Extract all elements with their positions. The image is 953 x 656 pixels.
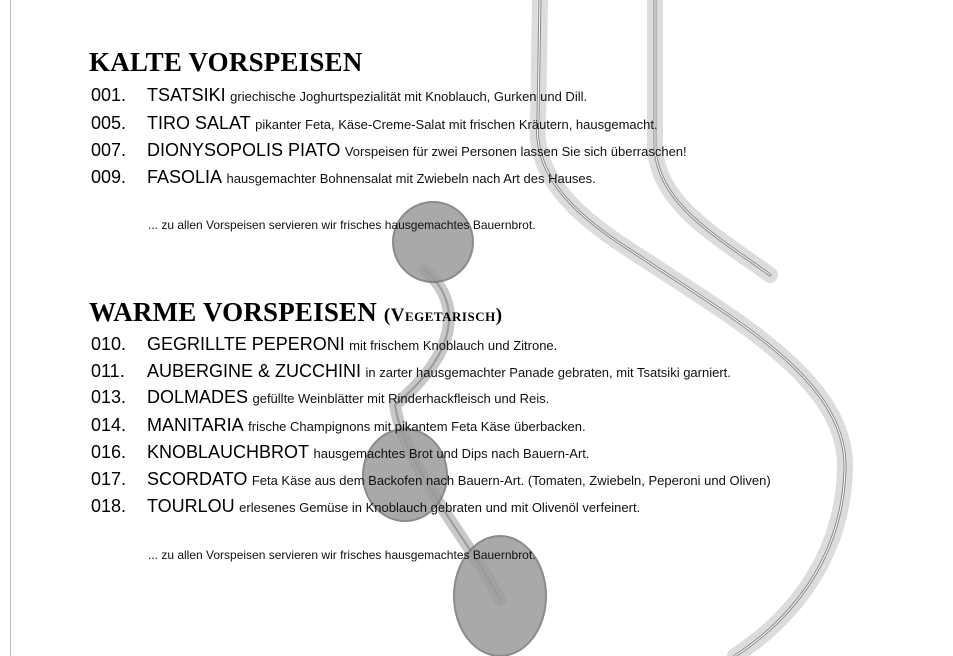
menu-item bbox=[91, 386, 549, 410]
item-name: TSATSIKI bbox=[147, 85, 226, 105]
item-number: 013. bbox=[91, 387, 127, 407]
item-number: 016. bbox=[91, 442, 127, 462]
item-description: erlesenes Gemüse in Knoblauch gebraten und mit Olivenöl verfeinert. bbox=[239, 500, 641, 515]
item-number: 010. bbox=[91, 334, 127, 354]
bread-note: ... zu allen Vorspeisen servieren wir frisches hausgemachtes Bauernbrot. bbox=[148, 218, 536, 232]
menu-item bbox=[91, 112, 658, 136]
item-name: AUBERGINE & ZUCCHINI bbox=[147, 361, 362, 381]
menu-item bbox=[91, 360, 731, 384]
item-number: 011. bbox=[91, 361, 125, 381]
item-description: Vorspeisen für zwei Personen lassen Sie sich überraschen! bbox=[344, 144, 687, 159]
item-description: in zarter hausgemachter Panade gebraten, mit Tsatsiki garniert. bbox=[365, 365, 731, 380]
menu-item bbox=[91, 495, 640, 519]
item-number: 018. bbox=[91, 496, 127, 516]
item-description: hausgemachtes Brot und Dips nach Bauern-Art. bbox=[313, 446, 590, 461]
menu-item bbox=[91, 139, 687, 163]
item-description: pikanter Feta, Käse-Creme-Salat mit frischen Kräutern, hausgemacht. bbox=[255, 117, 658, 132]
menu-item bbox=[91, 414, 586, 438]
item-description: griechische Joghurtspezialität mit Knoblauch, Gurken und Dill. bbox=[230, 89, 588, 104]
menu-item bbox=[91, 84, 587, 108]
menu-item bbox=[91, 441, 590, 465]
item-description: gefüllte Weinblätter mit Rinderhackfleisch und Reis. bbox=[252, 391, 550, 406]
menu-item bbox=[91, 333, 557, 357]
section-title-kalte-vorspeisen: KALTE VORSPEISEN bbox=[89, 47, 363, 77]
item-description: mit frischem Knoblauch und Zitrone. bbox=[349, 338, 558, 353]
item-description: Feta Käse aus dem Backofen nach Bauern-Art. (Tomaten, Zwiebeln, Peperoni und Oliven) bbox=[251, 473, 771, 488]
item-name: GEGRILLTE PEPERONI bbox=[147, 334, 345, 354]
item-name: TIRO SALAT bbox=[147, 113, 251, 133]
item-name: DIONYSOPOLIS PIATO bbox=[147, 140, 341, 160]
item-name: MANITARIA bbox=[147, 415, 244, 435]
item-number: 005. bbox=[91, 113, 127, 133]
item-description: hausgemachter Bohnensalat mit Zwiebeln nach Art des Hauses. bbox=[226, 171, 596, 186]
item-name: KNOBLAUCHBROT bbox=[147, 442, 310, 462]
item-number: 014. bbox=[91, 415, 127, 435]
item-number: 017. bbox=[91, 469, 127, 489]
item-name: TOURLOU bbox=[147, 496, 235, 516]
section-title-warme-vorspeisen: WARME VORSPEISEN (Vegetarisch) bbox=[89, 297, 503, 327]
section-subtitle: (Vegetarisch) bbox=[383, 305, 503, 326]
item-name: FASOLIA bbox=[147, 167, 223, 187]
item-number: 001. bbox=[91, 85, 127, 105]
item-description: frische Champignons mit pikantem Feta Käse überbacken. bbox=[248, 419, 586, 434]
menu-item bbox=[91, 166, 596, 190]
item-number: 009. bbox=[91, 167, 127, 187]
bread-note: ... zu allen Vorspeisen servieren wir frisches hausgemachtes Bauernbrot. bbox=[148, 548, 536, 562]
item-number: 007. bbox=[91, 140, 127, 160]
menu-item bbox=[91, 468, 771, 492]
item-name: SCORDATO bbox=[147, 469, 248, 489]
item-name: DOLMADES bbox=[147, 387, 249, 407]
